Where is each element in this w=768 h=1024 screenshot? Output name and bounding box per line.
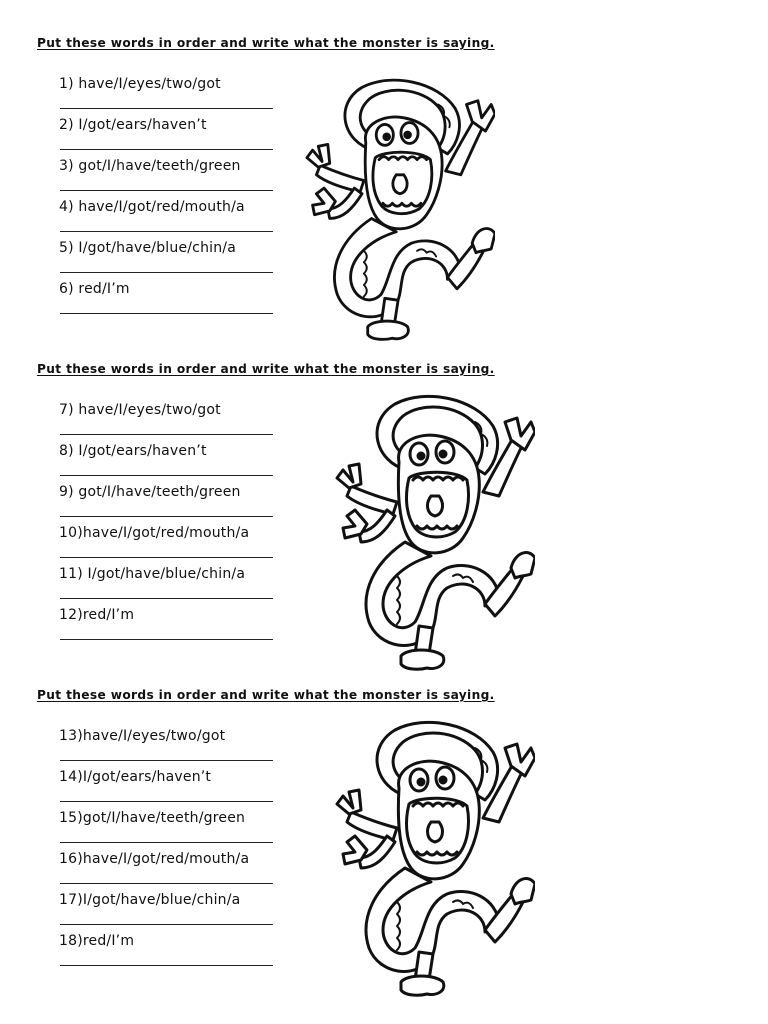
word-scramble-prompt: 1) have/I/eyes/two/got [59, 76, 221, 92]
answer-line [60, 149, 273, 150]
answer-line [60, 760, 273, 761]
word-scramble-prompt: 12)red/I’m [59, 607, 135, 623]
answer-line [60, 598, 273, 599]
answer-line [60, 108, 273, 109]
answer-line [60, 639, 273, 640]
answer-line [60, 475, 273, 476]
monster-illustration-icon [305, 64, 495, 354]
worksheet-section-1 [0, 0, 768, 326]
word-scramble-prompt: 5) I/got/have/blue/chin/a [59, 240, 236, 256]
answer-line [60, 842, 273, 843]
word-scramble-prompt: 7) have/I/eyes/two/got [59, 402, 221, 418]
word-scramble-prompt: 4) have/I/got/red/mouth/a [59, 199, 245, 215]
answer-line [60, 965, 273, 966]
answer-line [60, 801, 273, 802]
word-scramble-prompt: 11) I/got/have/blue/chin/a [59, 566, 246, 582]
word-scramble-prompt: 3) got/I/have/teeth/green [59, 158, 241, 174]
answer-line [60, 924, 273, 925]
answer-line [60, 557, 273, 558]
word-scramble-prompt: 16)have/I/got/red/mouth/a [59, 851, 250, 867]
word-scramble-prompt: 9) got/I/have/teeth/green [59, 484, 241, 500]
answer-line [60, 190, 273, 191]
answer-line [60, 434, 273, 435]
word-scramble-prompt: 15)got/I/have/teeth/green [59, 810, 246, 826]
answer-line [60, 883, 273, 884]
word-scramble-prompt: 8) I/got/ears/haven’t [59, 443, 207, 459]
section-heading: Put these words in order and write what the monster is saying. [37, 688, 495, 702]
monster-illustration-icon [335, 712, 535, 1004]
section-heading: Put these words in order and write what the monster is saying. [37, 362, 495, 376]
worksheet-section-3 [0, 652, 768, 978]
word-scramble-prompt: 2) I/got/ears/haven’t [59, 117, 207, 133]
word-scramble-prompt: 6) red/I’m [59, 281, 130, 297]
monster-illustration-icon [335, 386, 535, 678]
answer-line [60, 313, 273, 314]
worksheet-section-2 [0, 326, 768, 652]
answer-line [60, 272, 273, 273]
word-scramble-prompt: 13)have/I/eyes/two/got [59, 728, 226, 744]
answer-line [60, 516, 273, 517]
section-heading: Put these words in order and write what the monster is saying. [37, 36, 495, 50]
word-scramble-prompt: 18)red/I’m [59, 933, 135, 949]
answer-line [60, 231, 273, 232]
word-scramble-prompt: 10)have/I/got/red/mouth/a [59, 525, 250, 541]
word-scramble-prompt: 14)I/got/ears/haven’t [59, 769, 212, 785]
word-scramble-prompt: 17)I/got/have/blue/chin/a [59, 892, 241, 908]
